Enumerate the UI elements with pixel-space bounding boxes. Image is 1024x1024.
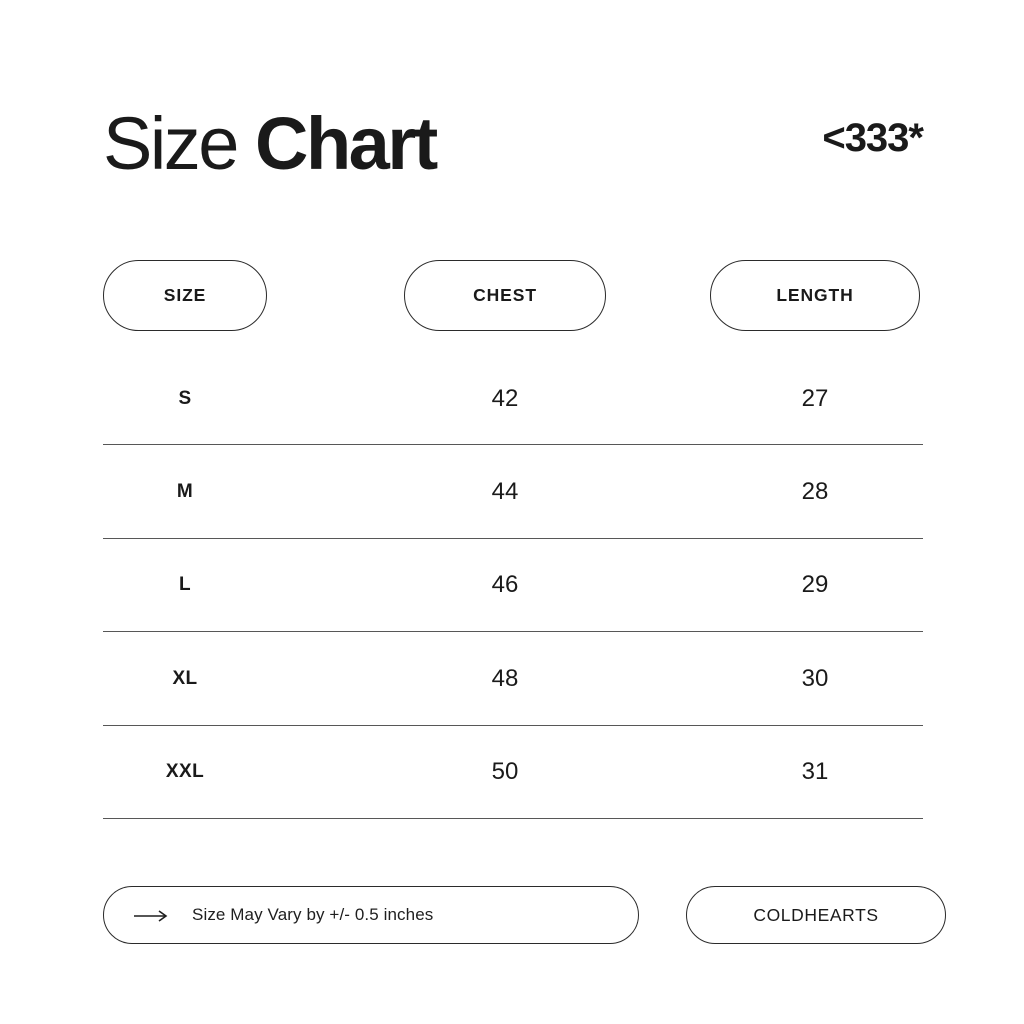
size-chart-table (103, 259, 923, 819)
page-title-light: Size (103, 102, 237, 185)
table-row (103, 352, 923, 445)
cell-length: 28 (801, 478, 829, 506)
page-title (103, 98, 436, 190)
cell-length: 31 (801, 758, 829, 786)
column-header-length: LENGTH (710, 260, 920, 331)
brand-name-pill: COLDHEARTS (686, 886, 946, 944)
page-header (103, 96, 923, 192)
table-row (103, 539, 923, 632)
arrow-right-icon (134, 909, 168, 921)
table-row (103, 445, 923, 538)
table-header-row (103, 259, 923, 331)
cell-chest: 44 (491, 478, 519, 506)
size-note (103, 886, 639, 944)
cell-length: 30 (801, 664, 829, 692)
cell-size: XL (172, 667, 198, 689)
table-row (103, 726, 923, 819)
page-title-bold: Chart (255, 102, 436, 185)
column-header-chest: CHEST (404, 260, 606, 331)
cell-size: M (176, 481, 194, 503)
cell-chest: 50 (491, 758, 519, 786)
table-row (103, 632, 923, 725)
cell-length: 29 (801, 571, 829, 599)
brand-mark: <333* (822, 115, 923, 160)
cell-chest: 46 (491, 571, 519, 599)
page-footer (103, 886, 946, 944)
cell-size: XXL (165, 761, 205, 783)
size-note-text: Size May Vary by +/- 0.5 inches (192, 905, 434, 924)
cell-length: 27 (801, 384, 829, 412)
table-body (103, 352, 923, 819)
cell-size: S (178, 387, 192, 409)
cell-size: L (178, 574, 191, 596)
cell-chest: 48 (491, 664, 519, 692)
column-header-size: SIZE (103, 260, 267, 331)
cell-chest: 42 (491, 384, 519, 412)
